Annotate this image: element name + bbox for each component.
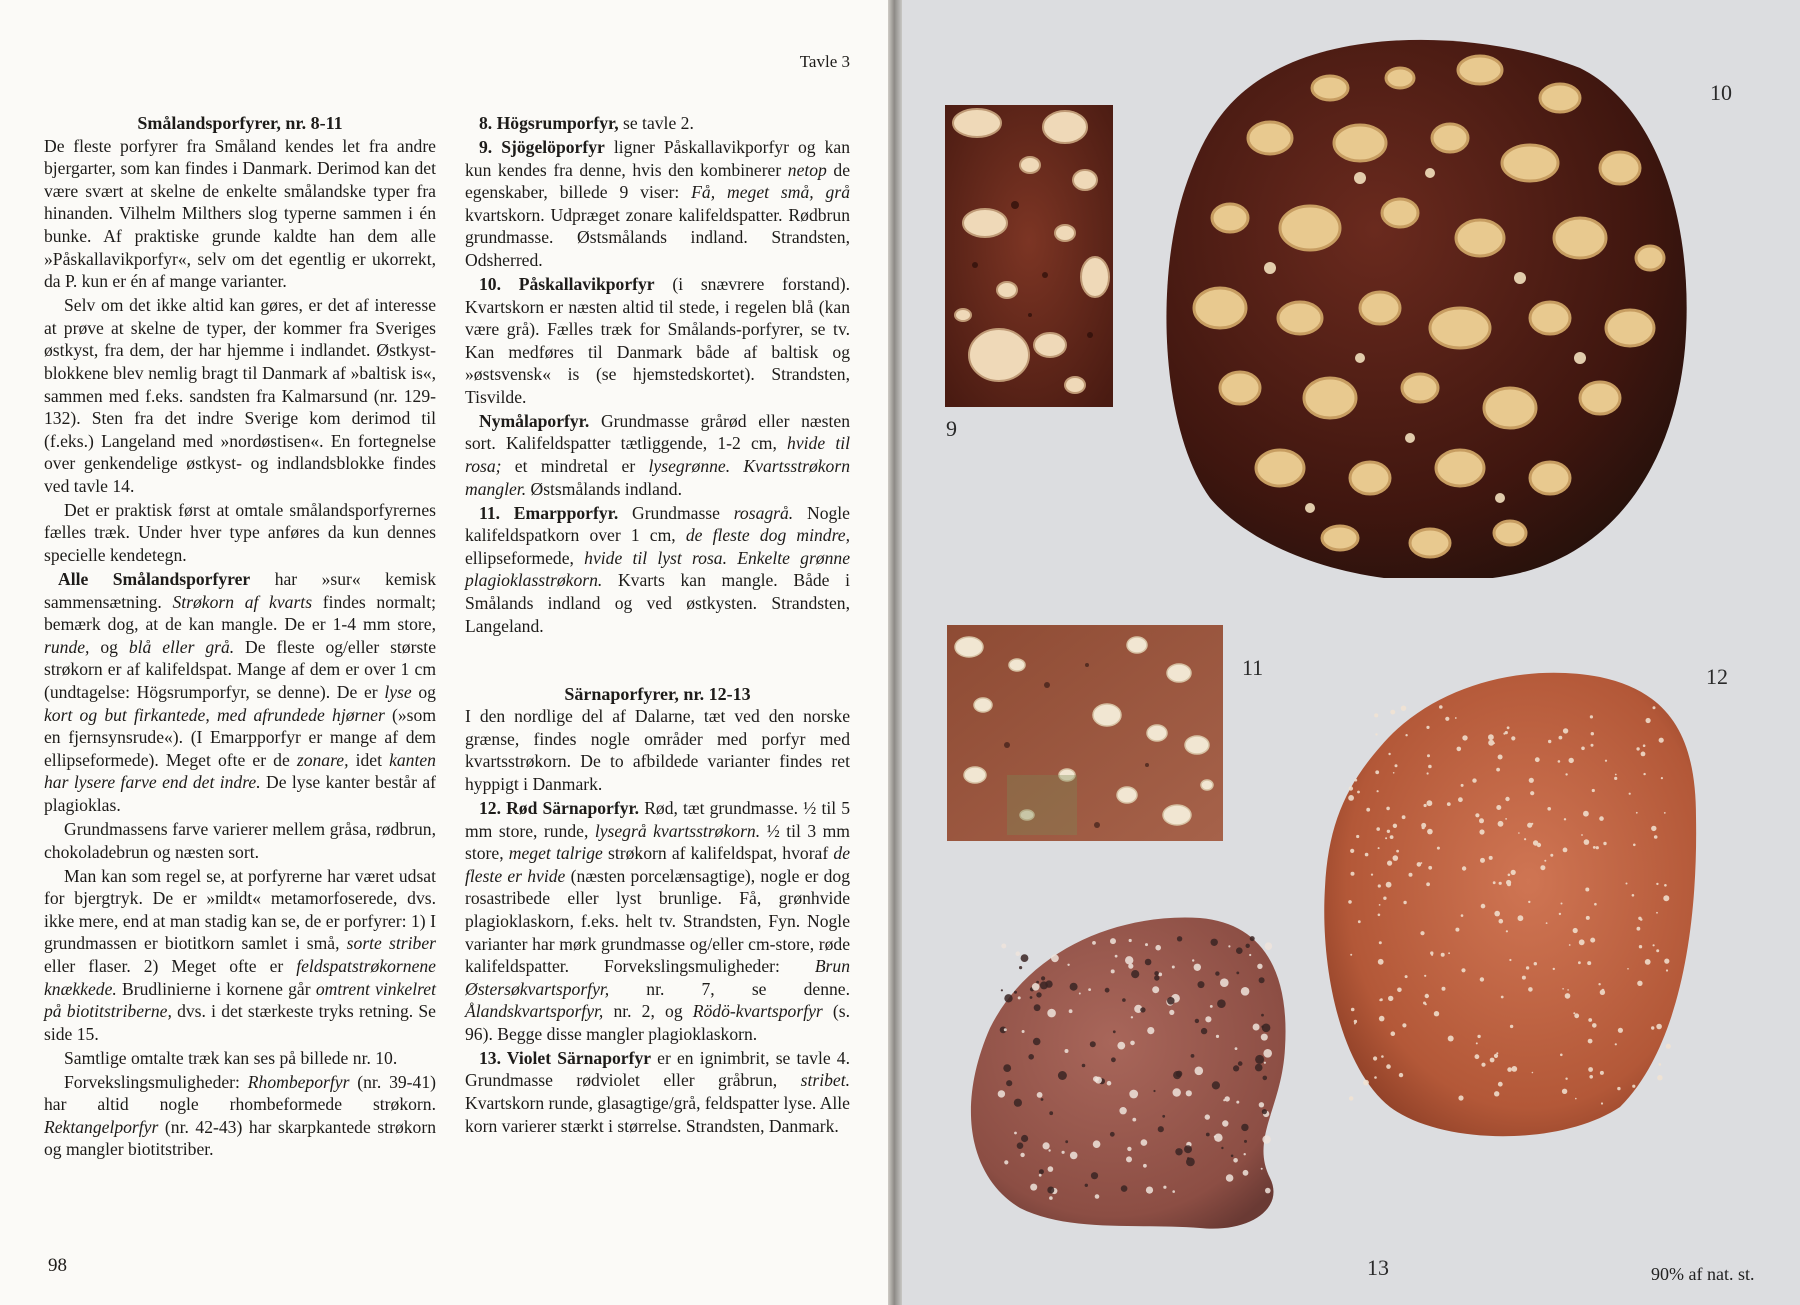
- figure-label-9: 9: [946, 416, 957, 441]
- section-heading-smaland: Smålandsporfyrer, nr. 8-11: [137, 113, 343, 133]
- text-column-1: [44, 112, 436, 1162]
- entry-12: 12. Rød Särnaporfyr. Rød, tæt grundmasse. ½ til 5 mm store, runde, lysegrå kvartsstrøkorn. ½ til 3 mm store, meget talrige strøkorn af kalifeldspat, hvoraf de fleste er hvide (næsten porcelænsagtige), nogle er dog rosastribede eller lyst brunlige. Få, grønhvide plagioklaskorn, f.eks. helt tv. Strandsten, Fyn. Nogle varianter har mørk grundmasse og/eller cm-store, røde kalifeldspatter. Forvekslingsmuligheder: Brun Østersøkvartsporfyr, nr. 7, se denne. Ålandskvartsporfyr, nr. 2, og Rödö-kvartsporfyr (s. 96). Begge disse mangler plagioklaskorn.: [465, 797, 851, 1044]
- left-page: [0, 0, 888, 1305]
- section-heading-sarna: Särnaporfyrer, nr. 12-13: [564, 683, 751, 704]
- figure-label-12: 12: [1706, 664, 1728, 689]
- text-column-2: [465, 112, 850, 1139]
- entry-11: 11. Emarpporfyr. Grundmasse rosagrå. Nogle kalifeldspatkorn over 1 cm, de fleste dog mindre, ellipseformede, hvide til lyst rosa. Enkelte grønne plagioklasstrøkorn. Kvarts kan mangle. Både i Smålands indland og ved østkysten. Strandsten, Langeland.: [465, 502, 851, 636]
- paragraph: Samtlige omtalte træk kan ses på billede nr. 10.: [64, 1047, 398, 1068]
- paragraph: Alle Smålandsporfyrer har »sur« kemisk sammensætning. Strøkorn af kvarts findes normalt; bemærk dog, at de kan mangle. De er 1-4 mm store, runde, og blå eller grå. De fleste og/eller største strøkorn er af kalifeldspat. Mange af dem er over 1 cm (undtagelse: Högsrumporfyr, se denne). De er lyse og kort og but firkantede, med afrundede hjørner (»som en fjernsynsrude«). (I Emarpporfyr er mange af dem ellipseformede). Meget ofte er de zonare, idet kanten har lysere farve end det indre. De lyse kanter består af plagioklas.: [44, 569, 437, 815]
- running-head: Tavle 3: [799, 52, 850, 71]
- book-gutter: [888, 0, 902, 1305]
- paragraph: Grundmassens farve varierer mellem gråsa, rødbrun, chokoladebrun og næsten sort.: [44, 818, 436, 862]
- entry-10: 10. Påskallavikporfyr (i snævrere forstand). Kvartskorn er næsten altid til stede, i regelen blå (kan være grå). Fælles træk for Smålands-porfyrer, se tv. Kan medføres til Danmark både af baltisk og »østsvensk« is (se hjemstedskortet). Strandsten, Tisvilde.: [465, 273, 850, 407]
- scale-caption: 90% af nat. st.: [1651, 1264, 1755, 1284]
- paragraph: Man kan som regel se, at porfyrerne har været udsat for bjergtryk. De er »mildt« metamorfoserede, dvs. ikke mere, end at man stadig kan se, de er porfyrer: 1) I grundmassen er biotitkorn samlet i små, sorte striber eller flaser. 2) Meget ofte er feldspatstrøkornene knækkede. Brudlinierne i kornene går omtrent vinkelret på biotitstriberne, dvs. i det stærkeste tryks retning. Se side 15.: [44, 865, 436, 1044]
- specimen-12-stone: [1320, 667, 1698, 1145]
- spacer: [465, 639, 850, 683]
- specimen-11-photo: [947, 625, 1223, 841]
- figure-label-13: 13: [1367, 1255, 1389, 1280]
- paragraph: Det er praktisk først at omtale smålandsporfyrernes fælles træk. Under hver type anføres da kun dennes specielle kendetegn.: [44, 499, 436, 566]
- figure-label-10: 10: [1710, 80, 1732, 105]
- entry-13: 13. Violet Särnaporfyr er en ignimbrit, se tavle 4. Grundmasse rødviolet eller gråbrun, stribet. Kvartskorn runde, glasagtige/grå, feldspatter lyse. Alle korn varierer stærkt i størrelse. Strandsten, Danmark.: [465, 1047, 850, 1136]
- figure-label-11: 11: [1242, 655, 1264, 680]
- entry-8: 8. Högsrumporfyr, se tavle 2.: [479, 113, 694, 133]
- specimen-9-photo: [945, 105, 1113, 407]
- paragraph: De fleste porfyrer fra Småland kendes let fra andre bjergarter, som kan findes i Danmark. Derimod kan det være svært at skelne de enkelte smålandske typer fra hinanden. Vilhelm Milthers slog typerne sammen i én bunke. Af praktiske grunde kaldte han dem alle »Påskallavikporfyr«, selv om det egentlig er ukorrekt, da P. kun er én af mange varianter.: [44, 135, 436, 292]
- specimen-13-stone: [950, 908, 1315, 1238]
- paragraph: Selv om det ikke altid kan gøres, er det af interesse at prøve at skelne de typer, der kommer fra Sveriges østkyst, fra dem, der har hjemme i indlandet. Østkyst-blokkene blev nemlig bragt til Danmark af »baltisk is«, sammen med f.eks. sandsten fra Kalmarsund (nr. 129-132). Sten fra det indre Sverige kom derimod til (f.eks.) Langeland med »nordøstisen«. En fortegnelse over genkendelige østkyst- og indlandsblokke findes ved tavle 14.: [44, 295, 436, 496]
- entry-nymala: Nymålaporfyr. Grundmasse grårød eller næsten sort. Kalifeldspatter tætliggende, 1-2 cm, hvide til rosa; et mindretal er lysegrønne. Kvartsstrøkorn mangler. Østsmålands indland.: [465, 410, 850, 499]
- entry-9: 9. Sjögelöporfyr ligner Påskallavikporfyr og kan kun kendes fra denne, hvis den kombinerer netop de egenskaber, billede 9 viser: Få, meget små, grå kvartskorn. Udpræget zonare kalifeldspatter. Rødbrun grundmasse. Østsmålands indland. Strandsten, Odsherred.: [465, 136, 851, 270]
- paragraph: Forvekslingsmuligheder: Rhombeporfyr (nr. 39-41) har altid nogle rhombeformede strøkorn. Rektangelporfyr (nr. 42-43) har skarpkantede strøkorn og mangler biotitstriber.: [44, 1071, 436, 1160]
- specimen-10-stone: [1160, 28, 1690, 578]
- right-page-plate: [902, 0, 1800, 1305]
- page-number: 98: [48, 1255, 67, 1276]
- paragraph: I den nordlige del af Dalarne, tæt ved den norske grænse, findes nogle områder med porfyr med kvartsstrøkorn. De to afbildede varianter findes ret hyppigt i Danmark.: [465, 706, 850, 794]
